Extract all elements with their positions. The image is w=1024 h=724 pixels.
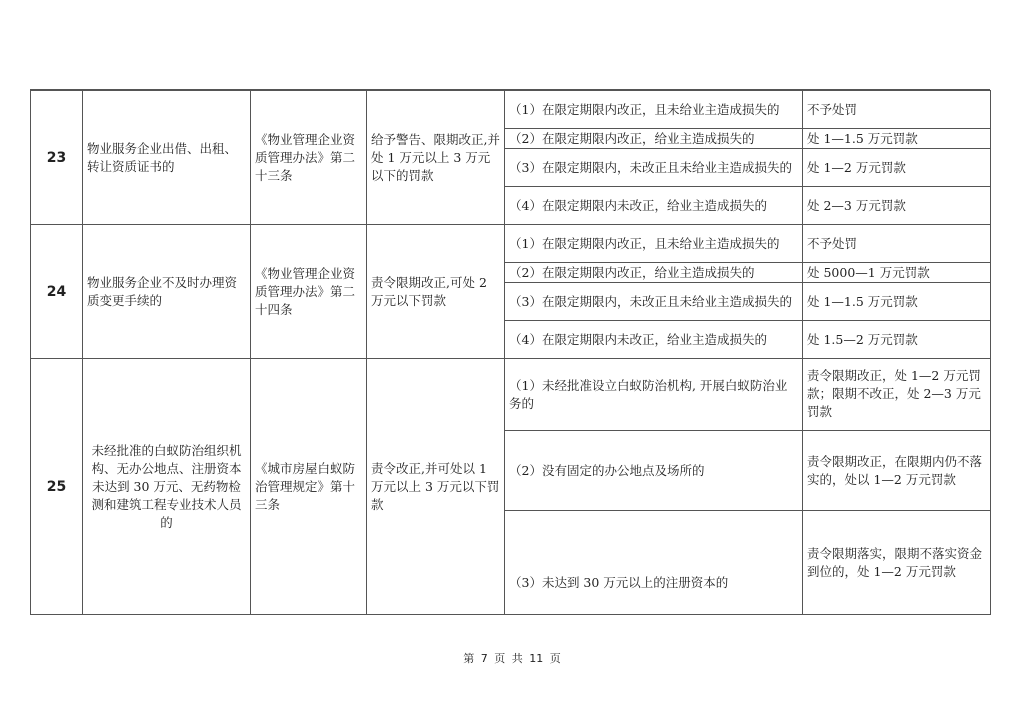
page-footer: 第 7 页 共 11 页 bbox=[463, 652, 561, 665]
row-number: 23 bbox=[31, 91, 83, 225]
conduct-cell: 物业服务企业不及时办理资质变更手续的 bbox=[83, 225, 251, 359]
circumstance-cell: （1）在限定期限内改正，且未给业主造成损失的 bbox=[505, 91, 803, 129]
circumstance-cell: （3）未达到 30 万元以上的注册资本的 bbox=[505, 511, 803, 615]
result-cell: 处 1.5—2 万元罚款 bbox=[803, 321, 991, 359]
legal-basis-cell: 《物业管理企业资质管理办法》第二十三条 bbox=[251, 91, 367, 225]
result-cell: 处 1—1.5 万元罚款 bbox=[803, 129, 991, 149]
penalty-cell: 责令改正,并可处以 1 万元以上 3 万元以下罚款 bbox=[367, 359, 505, 615]
circumstance-cell: （2）在限定期限内改正，给业主造成损失的 bbox=[505, 263, 803, 283]
penalty-table bbox=[30, 90, 991, 615]
circumstance-cell: （3）在限定期限内，未改正且未给业主造成损失的 bbox=[505, 149, 803, 187]
penalty-cell: 给予警告、限期改正,并处 1 万元以上 3 万元以下的罚款 bbox=[367, 91, 505, 225]
legal-basis-cell: 《城市房屋白蚁防治管理规定》第十三条 bbox=[251, 359, 367, 615]
circumstance-cell: （2）没有固定的办公地点及场所的 bbox=[505, 431, 803, 511]
table-row bbox=[31, 225, 991, 263]
circumstance-cell: （4）在限定期限内未改正，给业主造成损失的 bbox=[505, 187, 803, 225]
table-row bbox=[31, 91, 991, 129]
conduct-cell: 未经批准的白蚁防治组织机构、无办公地点、注册资本未达到 30 万元、无药物检测和建筑工程专业技术人员的 bbox=[83, 359, 251, 615]
circumstance-cell: （2）在限定期限内改正，给业主造成损失的 bbox=[505, 129, 803, 149]
row-number: 25 bbox=[31, 359, 83, 615]
circumstance-cell: （3）在限定期限内，未改正且未给业主造成损失的 bbox=[505, 283, 803, 321]
conduct-cell: 物业服务企业出借、出租、转让资质证书的 bbox=[83, 91, 251, 225]
result-cell: 不予处罚 bbox=[803, 91, 991, 129]
circumstance-cell: （1）未经批准设立白蚁防治机构, 开展白蚁防治业务的 bbox=[505, 359, 803, 431]
result-cell: 责令限期改正，处 1—2 万元罚款；限期不改正，处 2—3 万元罚款 bbox=[803, 359, 991, 431]
result-cell: 处 1—1.5 万元罚款 bbox=[803, 283, 991, 321]
penalty-cell: 责令限期改正,可处 2 万元以下罚款 bbox=[367, 225, 505, 359]
result-cell: 不予处罚 bbox=[803, 225, 991, 263]
result-cell: 责令限期改正，在限期内仍不落实的，处以 1—2 万元罚款 bbox=[803, 431, 991, 511]
result-cell: 处 2—3 万元罚款 bbox=[803, 187, 991, 225]
result-cell: 处 1—2 万元罚款 bbox=[803, 149, 991, 187]
row-number: 24 bbox=[31, 225, 83, 359]
legal-basis-cell: 《物业管理企业资质管理办法》第二十四条 bbox=[251, 225, 367, 359]
table-row bbox=[31, 359, 991, 431]
circumstance-cell: （1）在限定期限内改正，且未给业主造成损失的 bbox=[505, 225, 803, 263]
result-cell: 责令限期落实，限期不落实资金到位的，处 1—2 万元罚款 bbox=[803, 511, 991, 615]
result-cell: 处 5000—1 万元罚款 bbox=[803, 263, 991, 283]
circumstance-cell: （4）在限定期限内未改正，给业主造成损失的 bbox=[505, 321, 803, 359]
